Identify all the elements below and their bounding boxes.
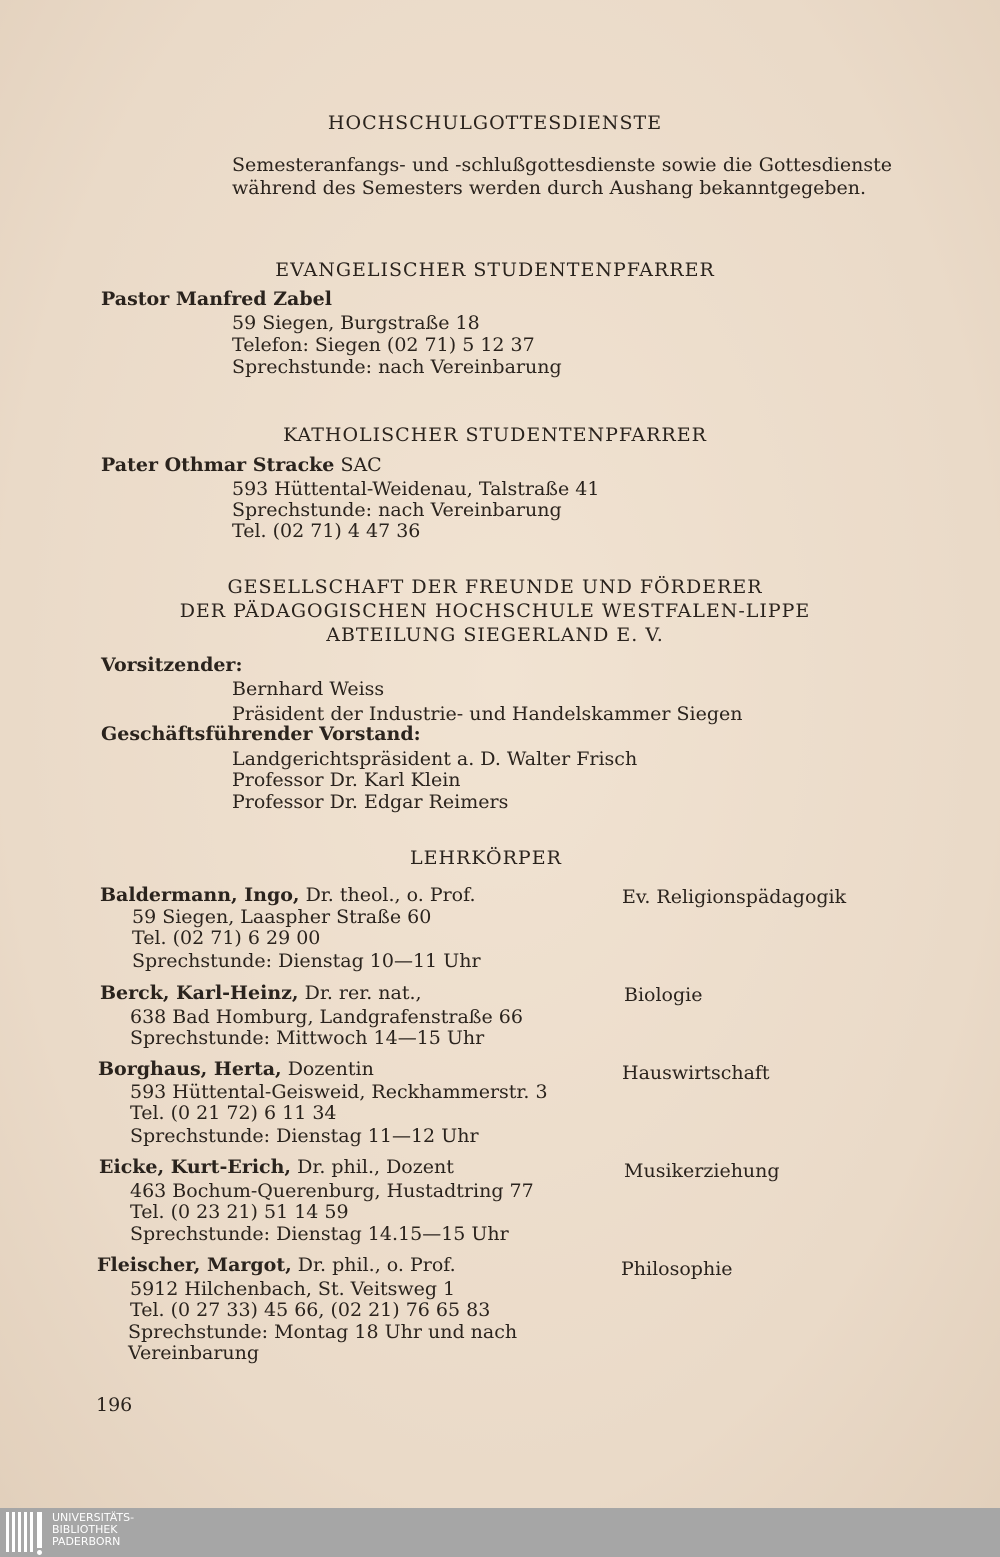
gesellschaft-title-line-3: ABTEILUNG SIEGERLAND E. V. [326,624,664,646]
section-title-hochschulgottesdienste: HOCHSCHULGOTTESDIENSTE [327,112,663,134]
faculty-entry-borghaus [98,1058,374,1080]
faculty-address: 593 Hüttental-Geisweid, Reckhammerstr. 3 [130,1081,548,1103]
faculty-subject: Ev. Religionspädagogik [622,886,847,908]
faculty-name: Fleischer, Margot, [97,1254,292,1276]
faculty-subject: Musikerziehung [624,1160,780,1182]
faculty-address: 638 Bad Homburg, Landgrafenstraße 66 [130,1006,523,1028]
faculty-title: Dr. phil., Dozent [291,1156,454,1178]
faculty-name: Borghaus, Herta, [98,1058,282,1080]
library-name-line-3: PADERBORN [52,1535,121,1548]
library-logo-icon [6,1512,48,1554]
board-member-3: Professor Dr. Edgar Reimers [232,791,509,813]
faculty-office-hours-cont: Vereinbarung [128,1342,260,1364]
kath-office-hours: Sprechstunde: nach Vereinbarung [232,499,562,521]
evang-phone: Telefon: Siegen (02 71) 5 12 37 [232,334,535,356]
section-title-lehrkoerper: LEHRKÖRPER [410,847,562,869]
hochschulgottesdienste-text: Semesteranfangs- und -schlußgottesdienste sowie die Gottesdienste während des Semesters werden durch Aushang bekanntgegeben. [232,154,892,199]
faculty-entry-baldermann [100,884,476,906]
faculty-office-hours: Sprechstunde: Mittwoch 14—15 Uhr [130,1027,485,1049]
faculty-subject: Philosophie [621,1258,733,1280]
faculty-office-hours: Sprechstunde: Dienstag 10—11 Uhr [132,950,481,972]
faculty-name: Baldermann, Ingo, [100,884,300,906]
faculty-office-hours: Sprechstunde: Dienstag 14.15—15 Uhr [130,1223,509,1245]
board-member-2: Professor Dr. Karl Klein [232,769,461,791]
faculty-phone: Tel. (0 23 21) 51 14 59 [130,1201,349,1223]
section-title-katholischer-studentenpfarrer: KATHOLISCHER STUDENTENPFARRER [283,424,707,446]
faculty-name: Eicke, Kurt-Erich, [99,1156,292,1178]
page-number: 196 [96,1394,133,1416]
library-name-line-2: BIBLIOTHEK [52,1523,118,1536]
faculty-office-hours: Sprechstunde: Dienstag 11—12 Uhr [130,1125,479,1147]
library-name-line-1: UNIVERSITÄTS- [52,1511,135,1524]
chair-position: Präsident der Industrie- und Handelskammer Siegen [232,703,743,725]
faculty-phone: Tel. (0 21 72) 6 11 34 [130,1102,337,1124]
kath-phone: Tel. (02 71) 4 47 36 [232,520,421,542]
faculty-address: 59 Siegen, Laaspher Straße 60 [132,906,432,928]
faculty-address: 463 Bochum-Querenburg, Hustadtring 77 [130,1180,534,1202]
faculty-entry-eicke [99,1156,454,1178]
evang-office-hours: Sprechstunde: nach Vereinbarung [232,356,562,378]
board-label: Geschäftsführender Vorstand: [101,723,421,745]
library-footer-banner [0,1508,1000,1557]
faculty-subject: Hauswirtschaft [622,1062,770,1084]
kath-pater-name-main: Pater Othmar Stracke [101,454,335,476]
gesellschaft-title-line-1: GESELLSCHAFT DER FREUNDE UND FÖRDERER [227,576,763,598]
faculty-entry-berck [100,982,422,1004]
kath-address: 593 Hüttental-Weidenau, Talstraße 41 [232,478,600,500]
faculty-name: Berck, Karl-Heinz, [100,982,299,1004]
faculty-phone: Tel. (0 27 33) 45 66, (02 21) 76 65 83 [130,1299,491,1321]
faculty-subject: Biologie [624,984,703,1006]
kath-pater-name-suffix: SAC [334,454,382,476]
faculty-title: Dr. rer. nat., [298,982,422,1004]
faculty-office-hours: Sprechstunde: Montag 18 Uhr und nach [128,1321,518,1343]
section-title-evangelischer-studentenpfarrer: EVANGELISCHER STUDENTENPFARRER [275,259,715,281]
kath-pater-name [101,454,382,476]
gesellschaft-title-line-2: DER PÄDAGOGISCHEN HOCHSCHULE WESTFALEN-LIPPE [179,600,811,622]
faculty-title: Dozentin [281,1058,374,1080]
chair-name: Bernhard Weiss [232,678,385,700]
board-member-1: Landgerichtspräsident a. D. Walter Frisch [232,748,638,770]
faculty-title: Dr. theol., o. Prof. [299,884,476,906]
faculty-entry-fleischer [97,1254,456,1276]
faculty-address: 5912 Hilchenbach, St. Veitsweg 1 [130,1278,456,1300]
faculty-phone: Tel. (02 71) 6 29 00 [132,927,321,949]
chair-label: Vorsitzender: [101,654,243,676]
evang-pastor-name: Pastor Manfred Zabel [101,288,332,310]
library-name [52,1512,134,1548]
evang-address: 59 Siegen, Burgstraße 18 [232,312,480,334]
faculty-title: Dr. phil., o. Prof. [291,1254,456,1276]
